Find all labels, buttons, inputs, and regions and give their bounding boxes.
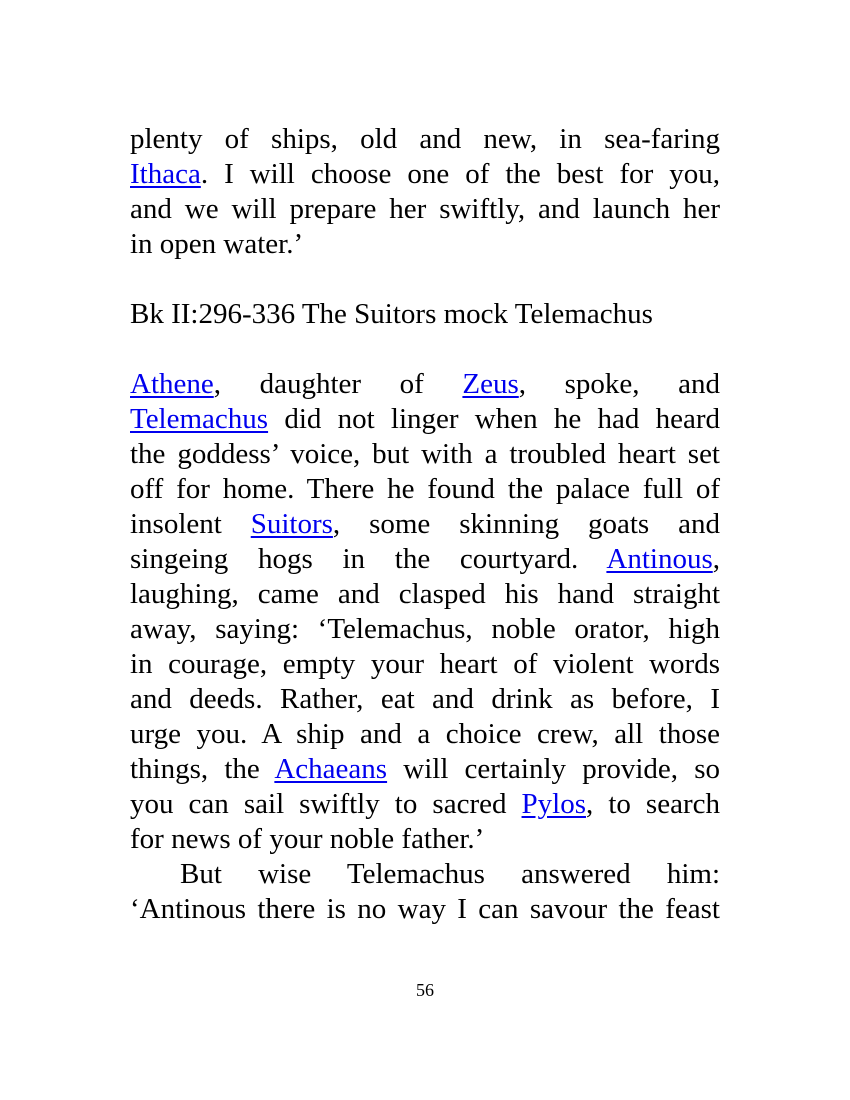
text-run: insolent xyxy=(130,508,251,540)
link-pylos[interactable]: Pylos xyxy=(521,788,587,820)
text-run: , daughter of xyxy=(213,368,463,400)
text-line xyxy=(130,752,720,787)
text-run: the goddess’ voice, but with a troubled heart set xyxy=(130,438,720,470)
text-run: in open water.’ xyxy=(130,228,304,260)
text-line xyxy=(130,157,720,192)
text-run: you can sail swiftly to sacred xyxy=(130,788,522,820)
continued-paragraph xyxy=(130,122,720,262)
text-run: laughing, came and clasped his hand straight xyxy=(130,578,720,610)
text-line xyxy=(130,367,720,402)
link-achaeans[interactable]: Achaeans xyxy=(274,753,388,785)
text-line xyxy=(130,122,720,157)
text-run: singeing hogs in the courtyard. xyxy=(130,543,607,575)
text-line xyxy=(130,577,720,612)
page-number: 56 xyxy=(416,980,434,1000)
text-run: ‘Antinous there is no way I can savour the feast xyxy=(130,893,720,925)
text-line xyxy=(130,612,720,647)
text-run: in courage, empty your heart of violent words xyxy=(130,648,720,680)
text-run: But wise Telemachus answered him: xyxy=(180,858,720,890)
text-line xyxy=(130,647,720,682)
text-line xyxy=(130,227,720,262)
text-line xyxy=(130,542,720,577)
text-run: , xyxy=(712,543,720,575)
link-athene[interactable]: Athene xyxy=(130,368,214,400)
text-line xyxy=(130,857,720,892)
text-run: for news of your noble father.’ xyxy=(130,823,485,855)
link-zeus[interactable]: Zeus xyxy=(462,368,519,400)
second-paragraph xyxy=(130,857,720,927)
text-line xyxy=(130,402,720,437)
link-telemachus[interactable]: Telemachus xyxy=(130,403,269,435)
text-line xyxy=(130,437,720,472)
text-run: will certainly provide, so xyxy=(387,753,720,785)
text-run: , to search xyxy=(586,788,720,820)
section-heading: Bk II:296-336 The Suitors mock Telemachus xyxy=(130,298,653,330)
link-suitors[interactable]: Suitors xyxy=(250,508,333,540)
text-block xyxy=(130,122,720,927)
text-line xyxy=(130,472,720,507)
text-run: did not linger when he had heard xyxy=(268,403,720,435)
text-run: and deeds. Rather, eat and drink as before, I xyxy=(130,683,720,715)
link-ithaca[interactable]: Ithaca xyxy=(130,158,201,190)
main-paragraph xyxy=(130,367,720,857)
text-run: and we will prepare her swiftly, and launch her xyxy=(130,193,720,225)
text-line xyxy=(130,822,720,857)
text-run: plenty of ships, old and new, in sea-faring xyxy=(130,123,720,155)
link-antinous[interactable]: Antinous xyxy=(606,543,713,575)
text-run: urge you. A ship and a choice crew, all those xyxy=(130,718,720,750)
text-line xyxy=(130,787,720,822)
blank-line xyxy=(130,262,720,297)
text-run: off for home. There he found the palace full of xyxy=(130,473,720,505)
text-run: things, the xyxy=(130,753,275,785)
text-line xyxy=(130,507,720,542)
text-line xyxy=(130,717,720,752)
text-run: , some skinning goats and xyxy=(332,508,720,540)
blank-line xyxy=(130,332,720,367)
text-run: . I will choose one of the best for you, xyxy=(200,158,720,190)
text-run: away, saying: ‘Telemachus, noble orator, high xyxy=(130,613,720,645)
text-line xyxy=(130,682,720,717)
text-line xyxy=(130,192,720,227)
text-run: , spoke, and xyxy=(518,368,720,400)
text-line xyxy=(130,892,720,927)
